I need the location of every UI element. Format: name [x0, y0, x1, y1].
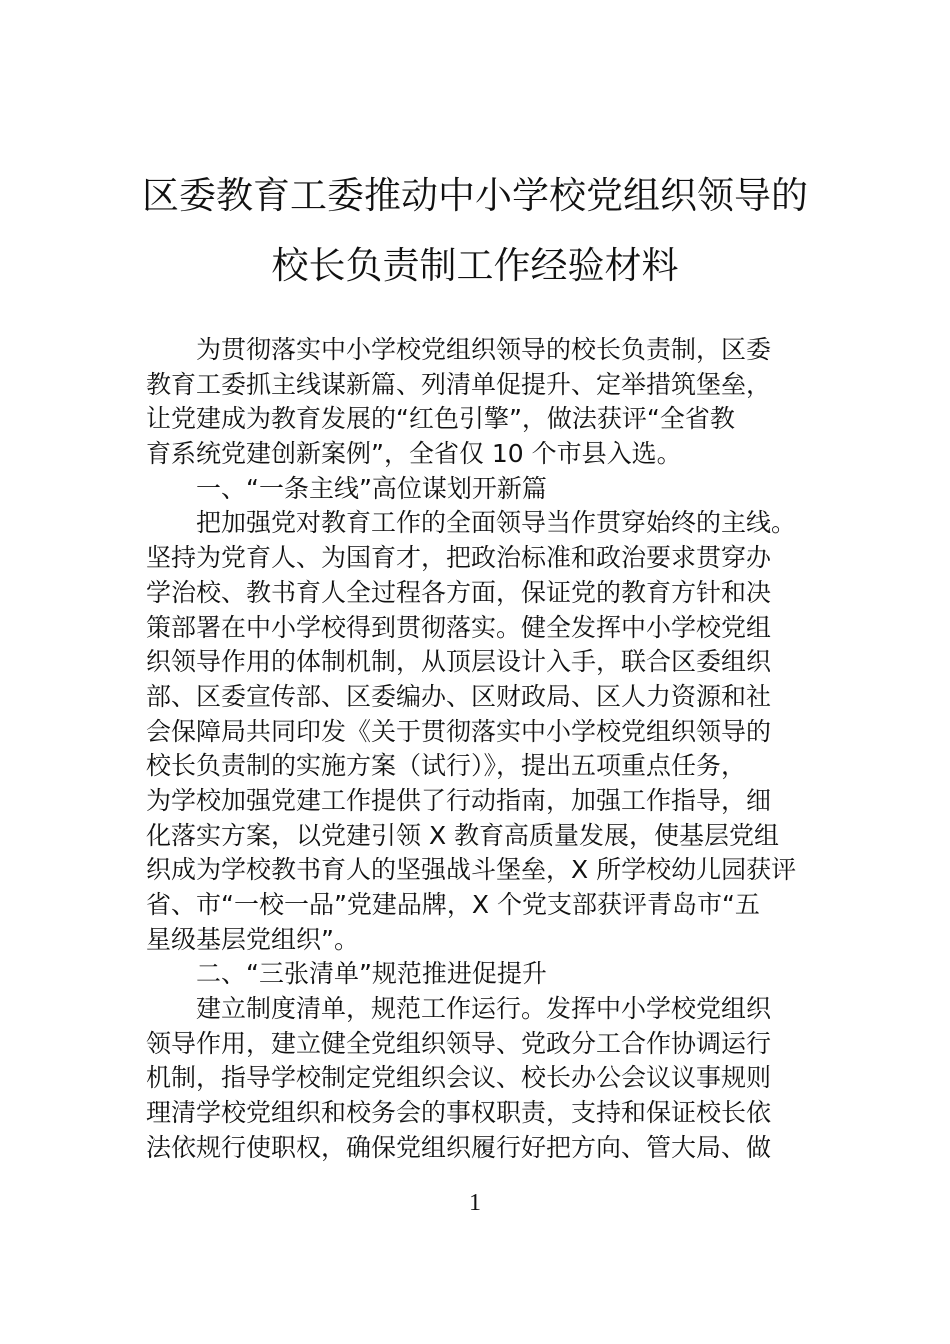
page-number: 1 [469, 1190, 481, 1216]
section-1-paragraph-line: 星级基层党组织”。 [146, 924, 359, 954]
section-1-paragraph-line: 织领导作用的体制机制，从顶层设计入手，联合区委组织 [146, 647, 772, 677]
section-1-paragraph-line: 织成为学校教书育人的坚强战斗堡垒，X 所学校幼儿园获评 [146, 855, 797, 885]
section-heading-2: 二、“三张清单”规范推进促提升 [196, 959, 547, 989]
section-2-paragraph-line: 建立制度清单，规范工作运行。发挥中小学校党组织 [196, 994, 772, 1024]
section-1-paragraph-line: 部、区委宣传部、区委编办、区财政局、区人力资源和社 [146, 681, 772, 711]
intro-paragraph-line: 教育工委抓主线谋新篇、列清单促提升、定举措筑堡垒， [146, 369, 772, 399]
section-2-paragraph-line: 机制，指导学校制定党组织会议、校长办公会议议事规则 [146, 1063, 772, 1093]
section-1-paragraph-line: 为学校加强党建工作提供了行动指南，加强工作指导，细 [146, 785, 772, 815]
section-1-paragraph-line: 校长负责制的实施方案（试行）》，提出五项重点任务， [146, 751, 747, 781]
section-2-paragraph-line: 法依规行使职权，确保党组织履行好把方向、管大局、做 [146, 1132, 772, 1162]
section-1-paragraph-line: 把加强党对教育工作的全面领导当作贯穿始终的主线。 [196, 508, 797, 538]
section-1-paragraph-line: 化落实方案，以党建引领 X 教育高质量发展，使基层党组 [146, 820, 780, 850]
section-2-paragraph-line: 领导作用，建立健全党组织领导、党政分工合作协调运行 [146, 1028, 772, 1058]
section-2-paragraph-line: 理清学校党组织和校务会的事权职责，支持和保证校长依 [146, 1098, 772, 1128]
intro-paragraph-line: 育系统党建创新案例”，全省仅 10 个市县入选。 [146, 439, 682, 469]
section-1-paragraph-line: 策部署在中小学校得到贯彻落实。健全发挥中小学校党组 [146, 612, 772, 642]
document-title-line-2: 校长负责制工作经验材料 [271, 244, 679, 287]
document-body [146, 333, 816, 1166]
intro-paragraph-line: 为贯彻落实中小学校党组织领导的校长负责制，区委 [196, 335, 772, 364]
section-1-paragraph-line: 省、市“一校一品”党建品牌，X 个党支部获评青岛市“五 [146, 890, 760, 919]
section-heading-1: 一、“一条主线”高位谋划开新篇 [196, 473, 547, 503]
intro-paragraph-line: 让党建成为教育发展的“红色引擎”，做法获评“全省教 [146, 404, 735, 434]
section-1-paragraph-line: 学治校、教书育人全过程各方面，保证党的教育方针和决 [146, 577, 772, 607]
section-1-paragraph-line: 会保障局共同印发《关于贯彻落实中小学校党组织领导的 [146, 716, 772, 746]
section-1-paragraph-line: 坚持为党育人、为国育才，把政治标准和政治要求贯穿办 [146, 543, 772, 573]
document-title-line-1: 区委教育工委推动中小学校党组织领导的 [142, 174, 808, 217]
